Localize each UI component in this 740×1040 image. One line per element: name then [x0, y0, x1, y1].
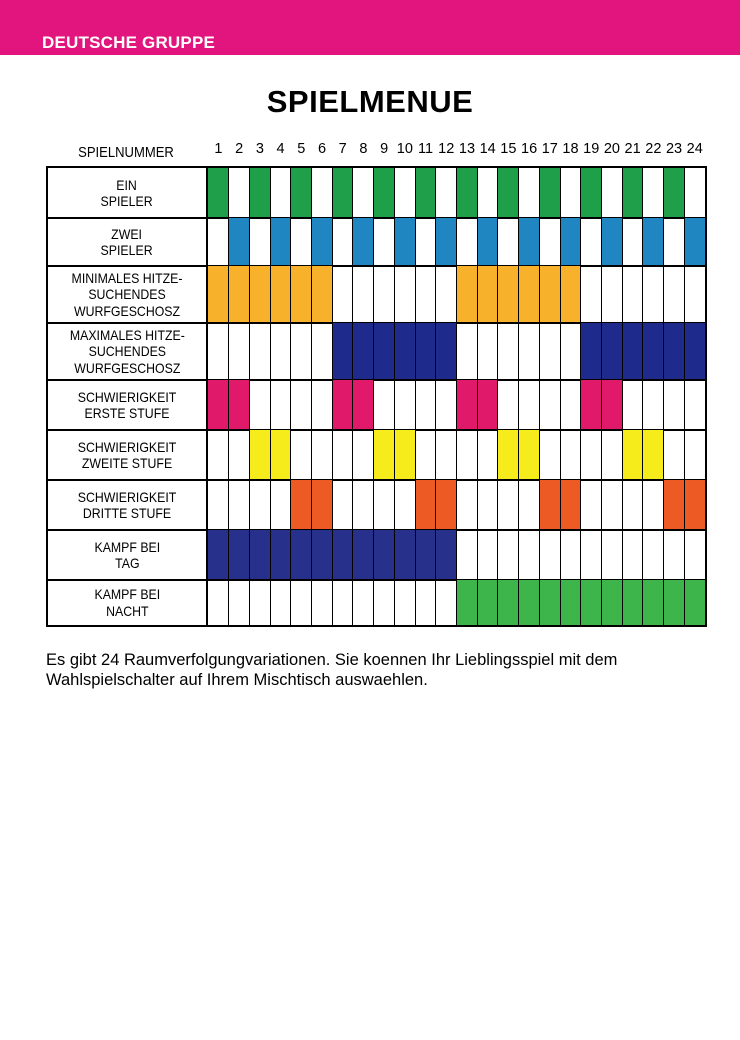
game-number-13: 13 — [458, 141, 476, 157]
cell-row5-game20 — [601, 380, 622, 430]
column-divider — [435, 168, 436, 625]
column-divider — [477, 168, 478, 625]
cell-row3-game1 — [208, 266, 229, 323]
cell-row3-game14 — [477, 266, 498, 323]
cell-row9-game24 — [684, 580, 705, 625]
game-menu-grid — [46, 166, 707, 627]
cell-row1-game17 — [539, 168, 560, 218]
cell-row5-game1 — [208, 380, 229, 430]
cell-row8-game3 — [249, 530, 270, 580]
cell-row4-game8 — [353, 323, 374, 380]
cell-row2-game20 — [601, 218, 622, 266]
row-label-text: SCHWIERIGKEIT DRITTE STUFE — [77, 488, 177, 521]
cell-row3-game4 — [270, 266, 291, 323]
column-divider — [580, 168, 581, 625]
row-label-3 — [48, 266, 208, 323]
caption-text: Es gibt 24 Raumverfolgungvariationen. Sie koennen Ihr Lieblingsspiel mit dem Wahlspielschalter auf Ihrem Mischtisch auswaehlen. — [46, 651, 618, 689]
cell-row1-game7 — [332, 168, 353, 218]
cell-row2-game22 — [643, 218, 664, 266]
game-number-23: 23 — [665, 141, 683, 157]
game-number-9: 9 — [380, 141, 389, 157]
row-label-9 — [48, 580, 208, 625]
cell-row7-game5 — [291, 480, 312, 530]
cell-row8-game1 — [208, 530, 229, 580]
cell-row1-game15 — [498, 168, 519, 218]
cell-row4-game24 — [684, 323, 705, 380]
row-label-text: MAXIMALES HITZE- SUCHENDES WURFGESCHOSZ — [69, 326, 185, 376]
row-label-text: ZWEI SPIELER — [100, 225, 154, 258]
cell-row4-game22 — [643, 323, 664, 380]
column-divider — [663, 168, 664, 625]
cell-row2-game8 — [353, 218, 374, 266]
cell-row4-game20 — [601, 323, 622, 380]
game-number-3: 3 — [255, 141, 264, 157]
page-title: SPIELMENUE — [266, 84, 474, 119]
column-divider — [684, 168, 685, 625]
cell-row3-game13 — [457, 266, 478, 323]
game-number-11: 11 — [418, 141, 434, 157]
game-number-7: 7 — [338, 141, 347, 157]
section-label: DEUTSCHE GRUPPE — [42, 33, 216, 52]
cell-row9-game23 — [664, 580, 685, 625]
column-divider — [560, 168, 561, 625]
cell-row3-game2 — [229, 266, 250, 323]
cell-row8-game8 — [353, 530, 374, 580]
column-divider — [290, 168, 291, 625]
column-divider — [270, 168, 271, 625]
game-number-20: 20 — [603, 141, 620, 157]
row-label-text: EIN SPIELER — [100, 176, 154, 209]
column-divider — [601, 168, 602, 625]
cell-row8-game5 — [291, 530, 312, 580]
column-divider — [497, 168, 498, 625]
cell-row2-game4 — [270, 218, 291, 266]
cell-row7-game12 — [436, 480, 457, 530]
cell-row9-game17 — [539, 580, 560, 625]
cell-row3-game17 — [539, 266, 560, 323]
game-number-24: 24 — [686, 141, 703, 157]
row-label-5 — [48, 380, 208, 430]
column-divider — [373, 168, 374, 625]
cell-row1-game21 — [622, 168, 643, 218]
cell-row4-game11 — [415, 323, 436, 380]
cell-row3-game16 — [519, 266, 540, 323]
column-divider — [415, 168, 416, 625]
game-number-22: 22 — [645, 141, 662, 157]
cell-row9-game16 — [519, 580, 540, 625]
cell-row3-game15 — [498, 266, 519, 323]
cell-row7-game18 — [560, 480, 581, 530]
cell-row5-game2 — [229, 380, 250, 430]
cell-row4-game19 — [581, 323, 602, 380]
column-divider — [622, 168, 623, 625]
cell-row2-game10 — [394, 218, 415, 266]
cell-row3-game5 — [291, 266, 312, 323]
cell-row2-game12 — [436, 218, 457, 266]
cell-row1-game9 — [374, 168, 395, 218]
row-label-2 — [48, 218, 208, 266]
column-divider — [518, 168, 519, 625]
column-divider — [394, 168, 395, 625]
cell-row7-game24 — [684, 480, 705, 530]
row-label-text: SCHWIERIGKEIT ERSTE STUFE — [77, 388, 177, 421]
cell-row8-game10 — [394, 530, 415, 580]
game-number-2: 2 — [235, 141, 244, 157]
game-number-19: 19 — [583, 141, 600, 157]
cell-row9-game14 — [477, 580, 498, 625]
cell-row9-game18 — [560, 580, 581, 625]
cell-row7-game6 — [312, 480, 333, 530]
cell-row1-game1 — [208, 168, 229, 218]
cell-row8-game2 — [229, 530, 250, 580]
column-divider — [539, 168, 540, 625]
cell-row1-game19 — [581, 168, 602, 218]
cell-row6-game9 — [374, 430, 395, 480]
cell-row1-game11 — [415, 168, 436, 218]
cell-row8-game9 — [374, 530, 395, 580]
cell-row5-game14 — [477, 380, 498, 430]
cell-row4-game7 — [332, 323, 353, 380]
cell-row5-game8 — [353, 380, 374, 430]
cell-row6-game16 — [519, 430, 540, 480]
cell-row2-game14 — [477, 218, 498, 266]
cell-row3-game3 — [249, 266, 270, 323]
row-label-7 — [48, 480, 208, 530]
cell-row5-game13 — [457, 380, 478, 430]
cell-row4-game21 — [622, 323, 643, 380]
cell-row2-game2 — [229, 218, 250, 266]
cell-row6-game22 — [643, 430, 664, 480]
game-number-6: 6 — [317, 141, 327, 157]
cell-row8-game12 — [436, 530, 457, 580]
row-label-6 — [48, 430, 208, 480]
column-divider — [642, 168, 643, 625]
game-number-18: 18 — [562, 141, 579, 157]
cell-row7-game11 — [415, 480, 436, 530]
cell-row9-game19 — [581, 580, 602, 625]
cell-row8-game11 — [415, 530, 436, 580]
game-number-16: 16 — [521, 141, 538, 157]
cell-row1-game13 — [457, 168, 478, 218]
cell-row2-game16 — [519, 218, 540, 266]
cell-row3-game18 — [560, 266, 581, 323]
cell-row2-game18 — [560, 218, 581, 266]
cell-row2-game6 — [312, 218, 333, 266]
cell-row8-game4 — [270, 530, 291, 580]
game-number-10: 10 — [396, 141, 413, 157]
cell-row5-game19 — [581, 380, 602, 430]
cell-row5-game7 — [332, 380, 353, 430]
cell-row1-game3 — [249, 168, 270, 218]
game-number-8: 8 — [359, 141, 368, 157]
cell-row6-game4 — [270, 430, 291, 480]
row-label-8 — [48, 530, 208, 580]
cell-row9-game21 — [622, 580, 643, 625]
game-number-4: 4 — [276, 141, 285, 157]
cell-row3-game6 — [312, 266, 333, 323]
cell-row4-game23 — [664, 323, 685, 380]
cell-row6-game10 — [394, 430, 415, 480]
cell-row6-game15 — [498, 430, 519, 480]
cell-row8-game7 — [332, 530, 353, 580]
cell-row7-game17 — [539, 480, 560, 530]
cell-row9-game22 — [643, 580, 664, 625]
cell-row9-game20 — [601, 580, 622, 625]
row-label-text: SCHWIERIGKEIT ZWEITE STUFE — [77, 438, 177, 471]
cell-row6-game21 — [622, 430, 643, 480]
column-divider — [228, 168, 229, 625]
cell-row9-game15 — [498, 580, 519, 625]
row-label-1 — [48, 168, 208, 218]
game-number-label: SPIELNUMMER — [78, 145, 174, 161]
cell-row1-game5 — [291, 168, 312, 218]
column-divider — [249, 168, 250, 625]
column-divider — [456, 168, 457, 625]
row-label-4 — [48, 323, 208, 380]
cell-row9-game13 — [457, 580, 478, 625]
row-label-text: MINIMALES HITZE- SUCHENDES WURFGESCHOSZ — [71, 269, 183, 319]
column-divider — [311, 168, 312, 625]
game-number-14: 14 — [479, 141, 496, 157]
game-number-12: 12 — [438, 141, 455, 157]
game-number-1: 1 — [214, 141, 223, 157]
game-number-17: 17 — [541, 141, 558, 157]
cell-row1-game23 — [664, 168, 685, 218]
cell-row4-game9 — [374, 323, 395, 380]
cell-row6-game3 — [249, 430, 270, 480]
cell-row8-game6 — [312, 530, 333, 580]
game-number-15: 15 — [500, 141, 517, 157]
row-label-text: KAMPF BEI TAG — [94, 538, 160, 571]
game-number-21: 21 — [624, 141, 641, 157]
game-number-5: 5 — [297, 141, 306, 157]
cell-row4-game10 — [394, 323, 415, 380]
column-divider — [332, 168, 333, 625]
row-label-text: KAMPF BEI NACHT — [94, 586, 160, 619]
cell-row7-game23 — [664, 480, 685, 530]
column-divider — [352, 168, 353, 625]
cell-row4-game12 — [436, 323, 457, 380]
cell-row2-game24 — [684, 218, 705, 266]
